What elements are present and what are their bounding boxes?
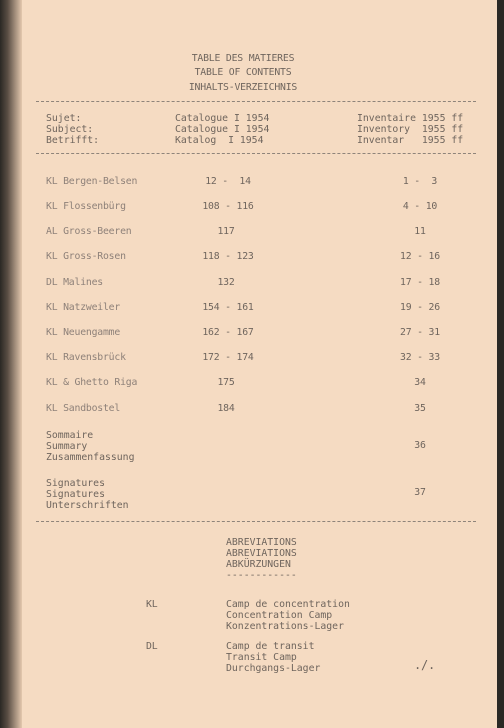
row-name: KL Gross-Rosen [46,251,126,262]
subject-labels [46,113,99,146]
catalogue-label-en: Catalogue I 1954 [175,124,270,135]
row-inventory: 12 - 16 [400,251,440,262]
row-inventory: 11 [414,226,426,237]
top-rule [36,101,476,102]
inventory-label-de: Inventar 1955 ff [357,135,464,146]
abbr-kl-fr: Camp de concentration [226,599,350,610]
summary-label-en: Summary [46,441,88,452]
row-catalogue: 117 [217,226,235,237]
binding-shadow [0,0,22,728]
row-catalogue: 118 - 123 [202,251,254,262]
row-inventory: 34 [414,377,426,388]
abbr-kl-de: Konzentrations-Lager [226,621,344,632]
row-inventory: 1 - 3 [402,176,438,187]
subject-label-en: Subject: [46,124,94,135]
subject-label-fr: Sujet: [46,113,82,124]
row-name: KL Sandbostel [46,403,121,414]
row-inventory: 27 - 31 [400,327,440,338]
row-catalogue: 162 - 167 [202,327,254,338]
summary-labels [46,430,134,463]
abbreviations-title-fr: ABREVIATIONS [226,537,297,548]
row-name: DL Malines [46,277,103,288]
row-catalogue: 154 - 161 [202,302,254,313]
signatures-label-de: Unterschriften [46,500,129,511]
row-inventory: 19 - 26 [400,302,440,313]
row-catalogue: 132 [217,277,235,288]
row-name: KL Neuengamme [46,327,121,338]
inventory-label-en: Inventory 1955 ff [357,124,464,135]
row-name: KL & Ghetto Riga [46,377,138,388]
catalogue-label-fr: Catalogue I 1954 [175,113,270,124]
row-name: KL Bergen-Belsen [46,176,138,187]
inventory-labels [357,113,463,146]
row-name: KL Ravensbrück [46,352,126,363]
title-de: INHALTS-VERZEICHNIS [188,82,298,93]
abbreviations-title-en: ABREVIATIONS [226,548,297,559]
subject-label-de: Betrifft: [46,135,100,146]
row-inventory: 4 - 10 [402,201,438,212]
abbr-dl-de: Durchgangs-Lager [226,663,321,674]
lower-rule [36,521,476,522]
row-inventory: 32 - 33 [400,352,440,363]
abbr-dl-en: Transit Camp [226,652,297,663]
abbr-kl-definition [226,599,350,632]
summary-label-fr: Sommaire [46,430,94,441]
row-name: AL Gross-Beeren [46,226,132,237]
row-inventory: 35 [414,403,426,414]
row-inventory: 17 - 18 [400,277,440,288]
row-name: KL Flossenbürg [46,201,126,212]
row-catalogue: 172 - 174 [202,352,254,363]
abbr-kl: KL [146,599,158,610]
catalogue-labels [175,113,269,146]
header-bottom-rule [36,153,476,154]
row-catalogue: 108 - 116 [202,201,254,212]
row-catalogue: 184 [217,403,235,414]
row-catalogue: 12 - 14 [205,176,251,187]
catalogue-label-de: Katalog I 1954 [175,135,264,146]
abbreviations-title [226,537,297,581]
signatures-label-en: Signatures [46,489,105,500]
continued-mark: ./. [414,658,436,672]
signatures-labels [46,478,129,511]
summary-inventory: 36 [414,440,426,451]
title-fr: TABLE DES MATIERES [191,53,295,64]
title-en: TABLE OF CONTENTS [194,67,292,78]
abbreviations-title-de: ABKÜRZUNGEN [226,559,291,570]
summary-label-de: Zusammenfassung [46,452,135,463]
abbr-dl-definition [226,641,320,674]
signatures-inventory: 37 [414,487,426,498]
abbr-dl-fr: Camp de transit [226,641,315,652]
abbreviations-underline: ------------ [226,570,297,581]
inventory-label-fr: Inventaire 1955 ff [357,113,464,124]
abbr-kl-en: Concentration Camp [226,610,333,621]
signatures-label-fr: Signatures [46,478,105,489]
abbr-dl: DL [146,641,158,652]
row-name: KL Natzweiler [46,302,121,313]
row-catalogue: 175 [217,377,235,388]
